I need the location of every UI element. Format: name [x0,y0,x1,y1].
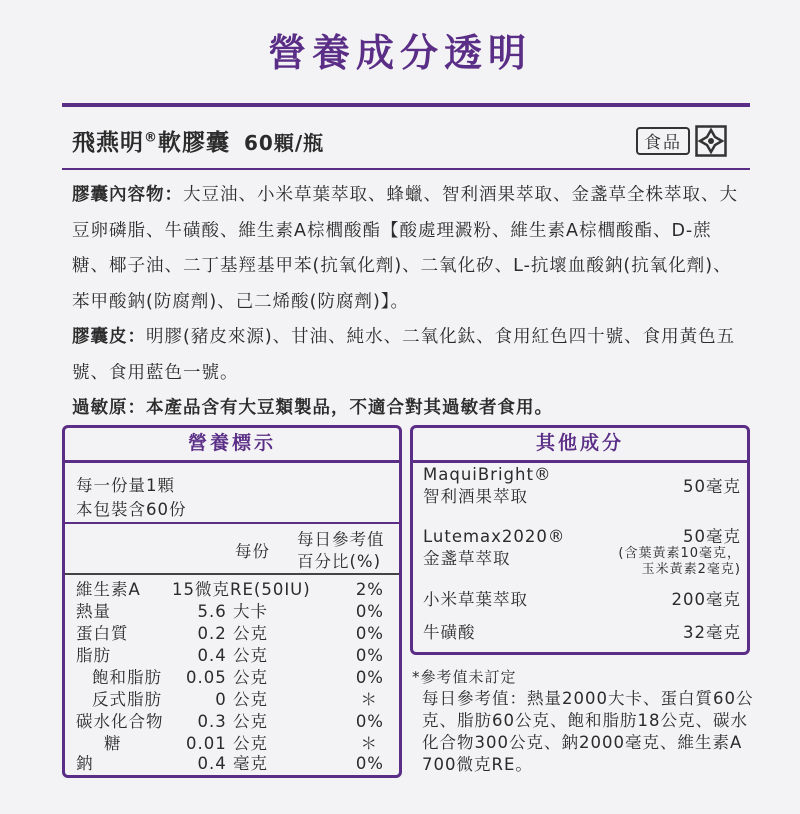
capsule-shell-label: 膠囊皮： [72,327,146,347]
nutrient-amount: 15微克RE(50IU) [172,580,311,599]
divider [65,522,399,524]
item-brand: MaquiBright® [423,465,552,484]
product-name: 飛燕明 [72,130,144,156]
nutrition-row [76,733,396,755]
nutrition-row [76,623,396,645]
registered-mark: ® [144,130,158,146]
capsule-shell-text: 明膠(豬皮來源)、甘油、純水、二氧化鈦、食用紅色四十號、食用黃色五號、食用藍色一號。 [72,327,736,383]
nutrient-amount: 5.6 大卡 [197,602,268,621]
nutrient-pct: 0% [355,624,384,643]
item-note: (含葉黃素10毫克， [618,546,741,561]
allergen [72,391,742,427]
item-name: 金盞草萃取 [423,549,511,568]
nutrient-amount: 0.4 毫克 [197,754,268,773]
nutrition-row [76,645,396,667]
nutrient-pct: 0% [355,602,384,621]
other-item [423,589,741,611]
other-ingredients-box [410,425,750,655]
nutrient-name: 脂肪 [76,646,111,665]
servings-per-pack: 本包裝含60份 [76,500,187,519]
other-item [423,622,741,644]
nutrient-name: 熱量 [76,602,111,621]
nutrient-pct: ＊ [360,690,378,709]
item-brand: Lutemax2020® [423,527,566,546]
footnote-ref: *參考值未訂定 [412,668,517,686]
nutrient-pct: 0% [355,646,384,665]
nutrient-pct: 0% [355,754,384,773]
divider [65,573,399,575]
item-amount: 32毫克 [683,623,741,642]
nutrient-amount: 0.3 公克 [197,712,268,731]
other-item [423,464,741,508]
nutrition-row [76,601,396,623]
nutrient-amount: 0.05 公克 [186,668,268,687]
capsule-contents-text: 大豆油、小米草葉萃取、蜂蠟、智利酒果萃取、金盞草全株萃取、大豆卵磷脂、牛磺酸、維生素A棕櫚酸酯【酸處理澱粉、維生素A棕櫚酸酯、D-蔗糖、椰子油、二丁基羥基甲苯(抗氧化劑)、二氧化矽、L-抗壞血酸鈉(抗氧化劑)、苯甲酸鈉(防腐劑)、己二烯酸(防腐劑)】。 [72,185,738,312]
nutrient-name: 維生素A [76,580,141,599]
food-badge: 食品 [636,127,690,155]
nutrient-amount: 0.2 公克 [197,624,268,643]
nutrient-pct: 0% [355,712,384,731]
allergen-label: 過敏原： [72,398,146,418]
nutrient-pct: ＊ [360,734,378,753]
nutrition-row [76,579,396,601]
nutrient-name: 鈉 [76,754,94,773]
col-per-serving: 每份 [235,542,270,561]
nutrient-name: 糖 [104,734,122,753]
nutrient-pct: 0% [355,668,384,687]
item-name: 智利酒果萃取 [423,487,528,506]
serving-size: 每一份量1顆 [76,476,175,495]
nutrient-amount: 0 公克 [215,690,268,709]
capsule-contents [72,178,742,320]
nutrition-box [62,425,402,778]
product-title [72,124,324,157]
product-count: 60顆/瓶 [244,131,325,155]
col-daily-ref: 每日參考值 [297,530,385,549]
nutrition-header: 營養標示 [65,428,399,463]
capsule-shell [72,320,742,391]
nutrient-name: 碳水化合物 [76,712,164,731]
col-daily-ref-pct: 百分比(%) [297,552,382,571]
product-type: 軟膠囊 [158,130,230,156]
nutrient-pct: 2% [355,580,384,599]
item-amount: 50毫克 [683,477,741,496]
nutrient-amount: 0.4 公克 [197,646,268,665]
item-amount: 50毫克 [683,527,741,546]
item-note: 玉米黃素2毫克) [641,562,741,577]
nutrient-name: 飽和脂肪 [92,668,162,687]
ingredients-section [72,178,742,427]
capsule-contents-label: 膠囊內容物： [72,185,183,205]
divider [62,168,750,170]
nutrient-amount: 0.01 公克 [186,734,268,753]
other-header: 其他成分 [413,428,747,463]
item-name: 牛磺酸 [423,623,476,642]
divider [62,103,750,107]
food-safety-icon [695,125,727,157]
footnote-text: 每日參考值：熱量2000大卡、蛋白質60公克、脂肪60公克、飽和脂肪18公克、碳水化合物300公克、鈉2000毫克、維生素A 700微克RE。 [422,689,754,774]
page-title: 營養成分透明 [267,31,532,75]
nutrition-row [76,711,396,733]
item-amount: 200毫克 [671,590,741,609]
item-name: 小米草葉萃取 [423,590,528,609]
nutrition-row [76,667,396,689]
nutrient-name: 反式脂肪 [92,690,162,709]
nutrition-row [76,689,396,711]
allergen-text: 本產品含有大豆類製品，不適合對其過敏者食用。 [146,398,553,418]
nutrient-name: 蛋白質 [76,624,129,643]
footnote [412,666,757,776]
other-item [423,526,741,577]
nutrition-row [76,753,396,775]
